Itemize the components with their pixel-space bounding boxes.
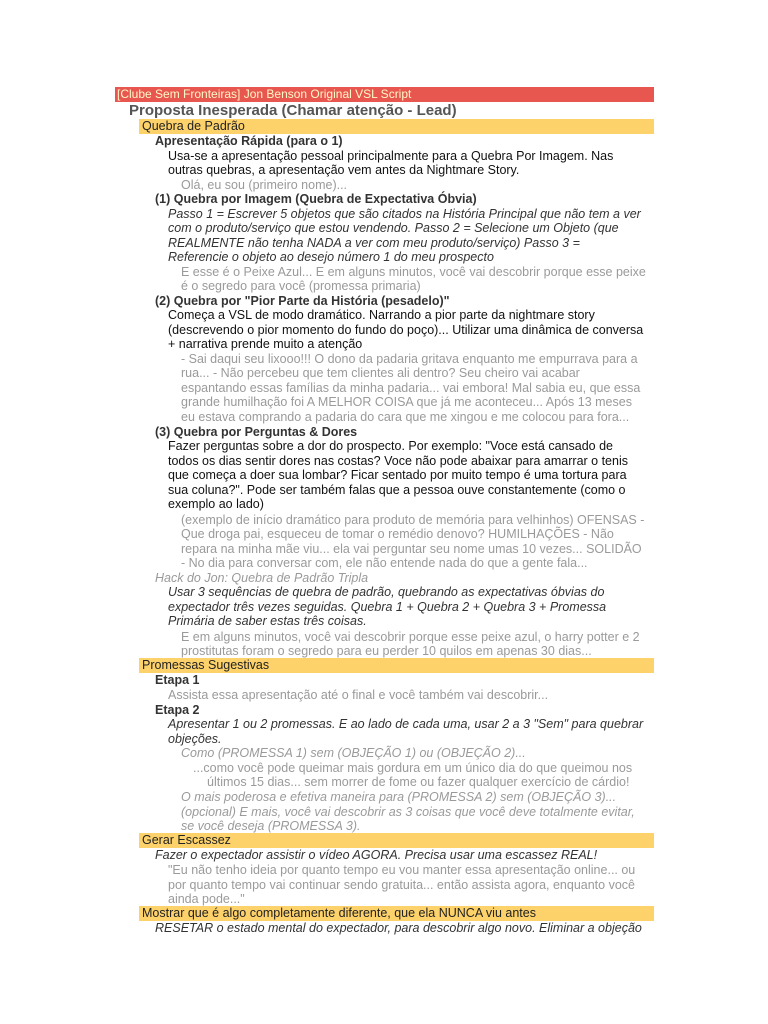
- subheading-quebra-imagem: (1) Quebra por Imagem (Quebra de Expectativa Óbvia): [155, 192, 477, 206]
- example-line: últimos 15 dias... sem morrer de fome ou fazer qualquer exercício de cárdio!: [207, 775, 630, 789]
- text-line: Usar 3 sequências de quebra de padrão, quebrando as expectativas óbvias do: [168, 585, 605, 599]
- text-line: sua coluna?". Pode ser também falas que a pessoa ouve constantemente (como o: [168, 483, 626, 497]
- example-line: repara na minha mãe viu... ela vai perguntar seu nome umas 10 vezes... SOLIDÃO: [181, 542, 642, 556]
- example-line: prostitutas foram o segredo para eu perder 10 quilos em apenas 30 dias...: [181, 644, 592, 658]
- example-line: - No dia para conversar com, ele não entende nada do que a gente fala...: [181, 556, 588, 570]
- text-line: expectador três vezes seguidas. Quebra 1 + Quebra 2 + Quebra 3 + Promessa: [168, 600, 607, 614]
- text-line: Primária de saber estas três coisas.: [168, 614, 367, 628]
- text-line: Passo 1 = Escrever 5 objetos que são citados na História Principal que não tem a ver: [168, 207, 641, 221]
- text-line: (descrevendo o pior momento do fundo do poço)... Utilizar uma dinâmica de conversa: [168, 323, 644, 337]
- subheading-etapa-2: Etapa 2: [155, 703, 200, 717]
- subheading-apresentacao: Apresentação Rápida (para o 1): [155, 134, 343, 148]
- text-line: RESETAR o estado mental do expectador, para descobrir algo novo. Eliminar a objeção: [155, 921, 642, 935]
- example-line: Que droga pai, esqueceu de tomar o remédio denovo? HUMILHAÇÕES - Não: [181, 527, 614, 541]
- text-line: Começa a VSL de modo dramático. Narrando a pior parte da nightmare story: [168, 308, 595, 322]
- main-heading: Proposta Inesperada (Chamar atenção - Lead): [129, 102, 457, 119]
- subheading-etapa-1: Etapa 1: [155, 673, 200, 687]
- text-line: Apresentar 1 ou 2 promessas. E ao lado de cada uma, usar 2 a 3 "Sem" para quebrar: [168, 717, 644, 731]
- text-line: Referencie o objeto ao desejo número 1 do meu prospecto: [168, 250, 494, 264]
- example-line: E esse é o Peixe Azul... E em alguns minutos, você vai descobrir porque esse peixe: [181, 265, 646, 279]
- text-line: exemplo ao lado): [168, 497, 264, 511]
- section-mostrar-diferente: Mostrar que é algo completamente diferente, que ela NUNCA viu antes: [139, 906, 654, 921]
- subheading-pior-parte: (2) Quebra por "Pior Parte da História (pesadelo)": [155, 294, 450, 308]
- example-line: é o segredo para você (promessa primaria): [181, 279, 421, 293]
- text-line: todos os dias sentir dores nas costas? Voce não pode abaixar para amarrar o tenis: [168, 454, 628, 468]
- example-line: (opcional) E mais, você vai descobrir as 3 coisas que você deve totalmente evitar,: [181, 805, 635, 819]
- text-line: outras quebras, a apresentação vem antes da Nightmare Story.: [168, 163, 520, 177]
- example-line: por quanto tempo vai continuar sendo gratuita... então assista agora, enquanto você: [168, 878, 635, 892]
- section-quebra-de-padrao: Quebra de Padrão: [139, 119, 654, 134]
- example-line: - Sai daqui seu lixooo!!! O dono da padaria gritava enquanto me empurrava para a: [181, 352, 638, 366]
- example-line: grande humilhação foi A MELHOR COISA que já me aconteceu... Após 13 meses: [181, 395, 632, 409]
- text-line: REALMENTE não tenha NADA a ver com meu produto/serviço) Passo 3 =: [168, 236, 580, 250]
- example-line: se você deseja (PROMESSA 3).: [181, 819, 361, 833]
- subheading-perguntas-dores: (3) Quebra por Perguntas & Dores: [155, 425, 358, 439]
- section-gerar-escassez: Gerar Escassez: [139, 833, 654, 848]
- example-line: rua... - Não percebeu que tem clientes ali dentro? Seu cheiro vai acabar: [181, 366, 580, 380]
- text-line: Fazer perguntas sobre a dor do prospecto. Por exemplo: "Voce está cansado de: [168, 439, 613, 453]
- example-line: O mais poderosa e efetiva maneira para (PROMESSA 2) sem (OBJEÇÃO 3)...: [181, 790, 617, 804]
- example-line: ...como você pode queimar mais gordura em um único dia do que queimou nos: [193, 761, 633, 775]
- example-line: "Eu não tenho ideia por quanto tempo eu vou manter essa apresentação online... ou: [168, 863, 636, 877]
- section-promessas-sugestivas: Promessas Sugestivas: [139, 658, 654, 673]
- example-line: espantando essas famílias da minha padaria... vai embora! Mal sabia eu, que essa: [181, 381, 641, 395]
- text-line: que começa a doer sua lombar? Ficar sentado por muito tempo é uma tortura para: [168, 468, 627, 482]
- example-line: Como (PROMESSA 1) sem (OBJEÇÃO 1) ou (OBJEÇÃO 2)...: [181, 746, 526, 760]
- example-line: eu estava comprando a padaria do cara que me xingou e me colocou para fora...: [181, 410, 630, 424]
- example-line: Assista essa apresentação até o final e você também vai descobrir...: [168, 688, 549, 702]
- example-line: Olá, eu sou (primeiro nome)...: [181, 178, 348, 192]
- document-title-bar: [Clube Sem Fronteiras] Jon Benson Original VSL Script: [115, 87, 654, 102]
- subheading-hack-jon: Hack do Jon: Quebra de Padrão Tripla: [155, 571, 369, 585]
- example-line: (exemplo de início dramático para produto de memória para velhinhos) OFENSAS -: [181, 513, 645, 527]
- text-line: Fazer o expectador assistir o vídeo AGORA. Precisa usar uma escassez REAL!: [155, 848, 598, 862]
- text-line: + narrativa prende muito a atenção: [168, 337, 363, 351]
- text-line: com o produto/serviço que estou vendendo. Passo 2 = Selecione um Objeto (que: [168, 221, 619, 235]
- example-line: ainda pode...": [168, 892, 245, 906]
- example-line: E em alguns minutos, você vai descobrir porque esse peixe azul, o harry potter e 2: [181, 630, 640, 644]
- text-line: objeções.: [168, 732, 222, 746]
- text-line: Usa-se a apresentação pessoal principalmente para a Quebra Por Imagem. Nas: [168, 149, 614, 163]
